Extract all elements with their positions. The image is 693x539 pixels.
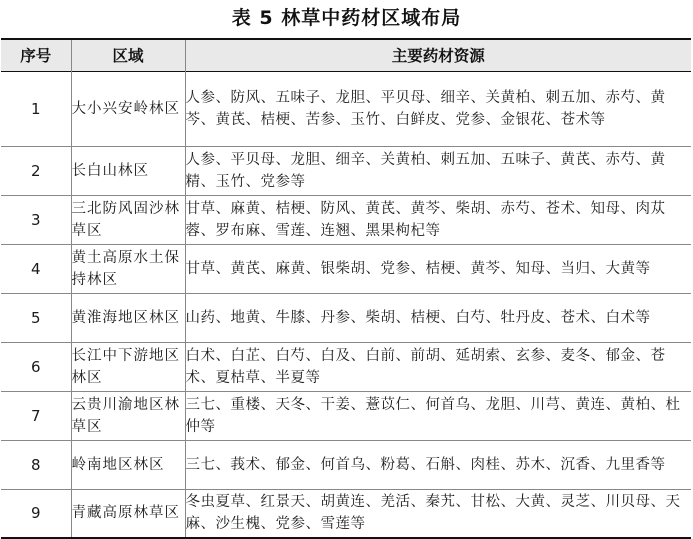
row-region: 长江中下游地区林区 bbox=[71, 342, 185, 391]
row-region: 青藏高原林草区 bbox=[71, 489, 185, 538]
row-region: 三北防风固沙林草区 bbox=[71, 195, 185, 244]
row-number: 9 bbox=[1, 489, 71, 538]
row-number: 1 bbox=[1, 71, 71, 146]
row-number: 3 bbox=[1, 195, 71, 244]
row-number: 8 bbox=[1, 440, 71, 489]
table-row bbox=[1, 440, 691, 489]
row-herbs: 白术、白芷、白芍、白及、白前、前胡、延胡索、玄参、麦冬、郁金、苍术、夏枯草、半夏等 bbox=[185, 342, 691, 391]
header-herbs: 主要药材资源 bbox=[185, 39, 691, 71]
table-row bbox=[1, 293, 691, 342]
row-herbs: 甘草、黄芪、麻黄、银柴胡、党参、桔梗、黄芩、知母、当归、大黄等 bbox=[185, 244, 691, 293]
table-row bbox=[1, 71, 691, 146]
table-row bbox=[1, 244, 691, 293]
table-header-row bbox=[1, 39, 691, 71]
row-herbs: 人参、防风、五味子、龙胆、平贝母、细辛、关黄柏、刺五加、赤芍、黄芩、黄芪、桔梗、苦参、玉竹、白鲜皮、党参、金银花、苍术等 bbox=[185, 71, 691, 146]
row-herbs: 甘草、麻黄、桔梗、防风、黄芪、黄芩、柴胡、赤芍、苍术、知母、肉苁蓉、罗布麻、雪莲、连翘、黑果枸杞等 bbox=[185, 195, 691, 244]
row-herbs: 三七、莪术、郁金、何首乌、粉葛、石斛、肉桂、苏木、沉香、九里香等 bbox=[185, 440, 691, 489]
row-number: 7 bbox=[1, 391, 71, 440]
row-region: 云贵川渝地区林草区 bbox=[71, 391, 185, 440]
header-no: 序号 bbox=[1, 39, 71, 71]
row-number: 5 bbox=[1, 293, 71, 342]
row-region: 大小兴安岭林区 bbox=[71, 71, 185, 146]
row-herbs: 山药、地黄、牛膝、丹参、柴胡、桔梗、白芍、牡丹皮、苍术、白术等 bbox=[185, 293, 691, 342]
row-herbs: 冬虫夏草、红景天、胡黄连、羌活、秦艽、甘松、大黄、灵芝、川贝母、天麻、沙生槐、党参、雪莲等 bbox=[185, 489, 691, 538]
row-region: 黄土高原水土保持林区 bbox=[71, 244, 185, 293]
row-herbs: 人参、平贝母、龙胆、细辛、关黄柏、刺五加、五味子、黄芪、赤芍、黄精、玉竹、党参等 bbox=[185, 146, 691, 195]
table-row bbox=[1, 391, 691, 440]
header-region: 区域 bbox=[71, 39, 185, 71]
row-number: 2 bbox=[1, 146, 71, 195]
row-number: 6 bbox=[1, 342, 71, 391]
table-row bbox=[1, 195, 691, 244]
herb-region-table bbox=[1, 38, 691, 539]
row-region: 长白山林区 bbox=[71, 146, 185, 195]
table-row bbox=[1, 146, 691, 195]
row-number: 4 bbox=[1, 244, 71, 293]
table-caption: 表 5 林草中药材区域布局 bbox=[231, 7, 462, 29]
table-row bbox=[1, 342, 691, 391]
row-herbs: 三七、重楼、天冬、干姜、薏苡仁、何首乌、龙胆、川芎、黄连、黄柏、杜仲等 bbox=[185, 391, 691, 440]
table-row bbox=[1, 489, 691, 538]
row-region: 岭南地区林区 bbox=[71, 440, 185, 489]
row-region: 黄淮海地区林区 bbox=[71, 293, 185, 342]
